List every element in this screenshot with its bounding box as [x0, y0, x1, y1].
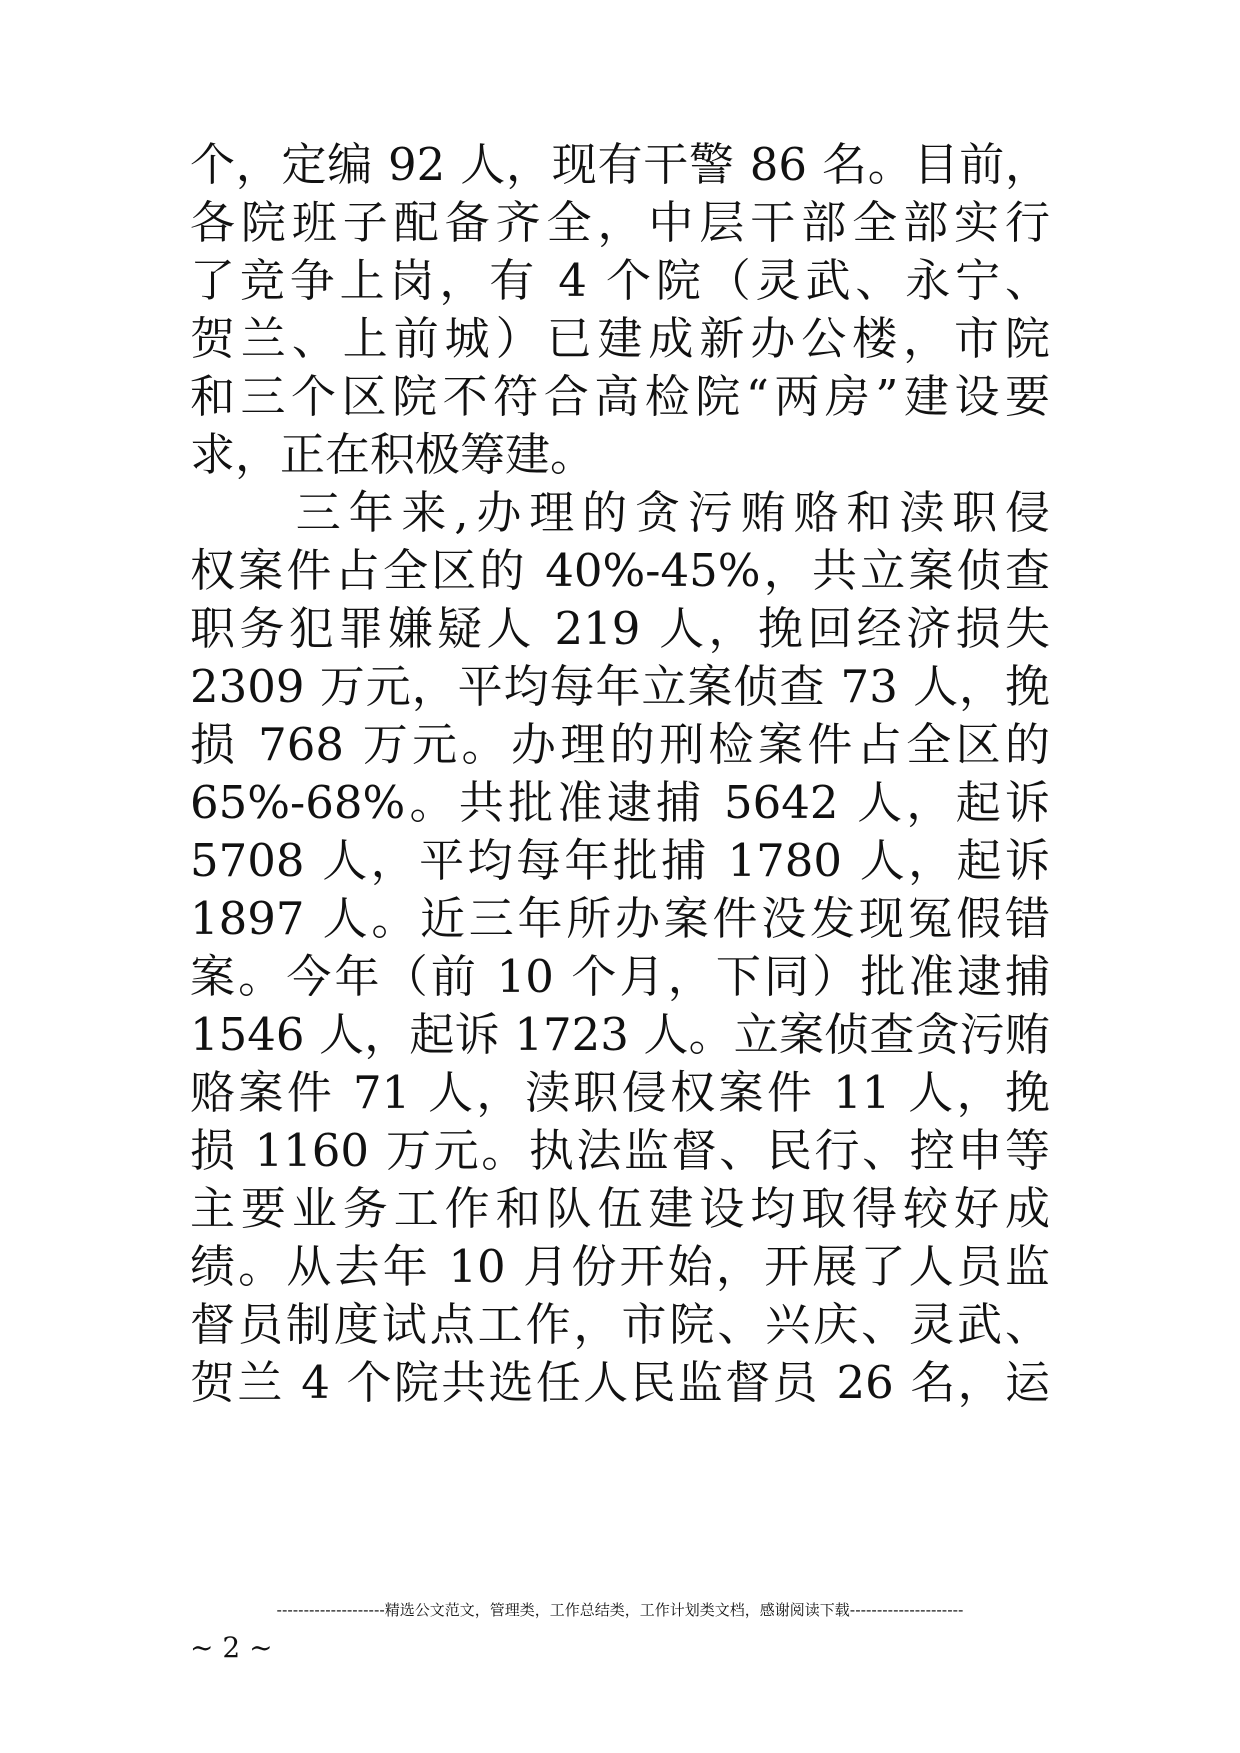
- body-text-line: 了竞争上岗，有 4 个院（灵武、永宁、: [190, 254, 1050, 307]
- body-text-line: 和三个区院不符合高检院“两房”建设要: [190, 370, 1050, 423]
- body-text-line: 5708 人，平均每年批捕 1780 人，起诉: [190, 834, 1050, 887]
- body-text-line: 督员制度试点工作，市院、兴庆、灵武、: [190, 1298, 1050, 1351]
- body-text-line: 主要业务工作和队伍建设均取得较好成: [190, 1182, 1050, 1235]
- body-text-line: 绩。从去年 10 月份开始，开展了人员监: [190, 1240, 1050, 1293]
- body-text-line: 65%-68%。共批准逮捕 5642 人，起诉: [190, 776, 1050, 829]
- body-text-line: 求，正在积极筹建。: [190, 428, 596, 481]
- body-text-line: 三年来,办理的贪污贿赂和渎职侵: [190, 486, 1050, 539]
- body-text-line: 各院班子配备齐全，中层干部全部实行: [190, 196, 1050, 249]
- body-text-line: 贺兰 4 个院共选任人民监督员 26 名，运: [190, 1356, 1050, 1409]
- body-text-line: 权案件占全区的 40%-45%，共立案侦查: [190, 544, 1050, 597]
- body-text-line: 1546 人，起诉 1723 人。立案侦查贪污贿: [190, 1008, 1050, 1061]
- body-text-line: 1897 人。近三年所办案件没发现冤假错: [190, 892, 1050, 945]
- body-text-line: 赂案件 71 人，渎职侵权案件 11 人，挽: [190, 1066, 1050, 1119]
- body-text-line: 2309 万元，平均每年立案侦查 73 人，挽: [190, 660, 1050, 713]
- body-text-line: 案。今年（前 10 个月，下同）批准逮捕: [190, 950, 1050, 1003]
- body-text-line: 个，定编 92 人，现有干警 86 名。目前，: [190, 138, 1050, 191]
- body-text-line: 贺兰、上前城）已建成新办公楼，市院: [190, 312, 1050, 365]
- body-text-line: 损 1160 万元。执法监督、民行、控申等: [190, 1124, 1050, 1177]
- body-text-line: 职务犯罪嫌疑人 219 人，挽回经济损失: [190, 602, 1050, 655]
- page-number: ~ 2 ~: [190, 1631, 273, 1664]
- body-text-line: 损 768 万元。办理的刑检案件占全区的: [190, 718, 1050, 771]
- footer-divider-text: --------------------精选公文范文，管理类，工作总结类，工作计划类文档，感谢阅读下载---------------------: [276, 1601, 964, 1619]
